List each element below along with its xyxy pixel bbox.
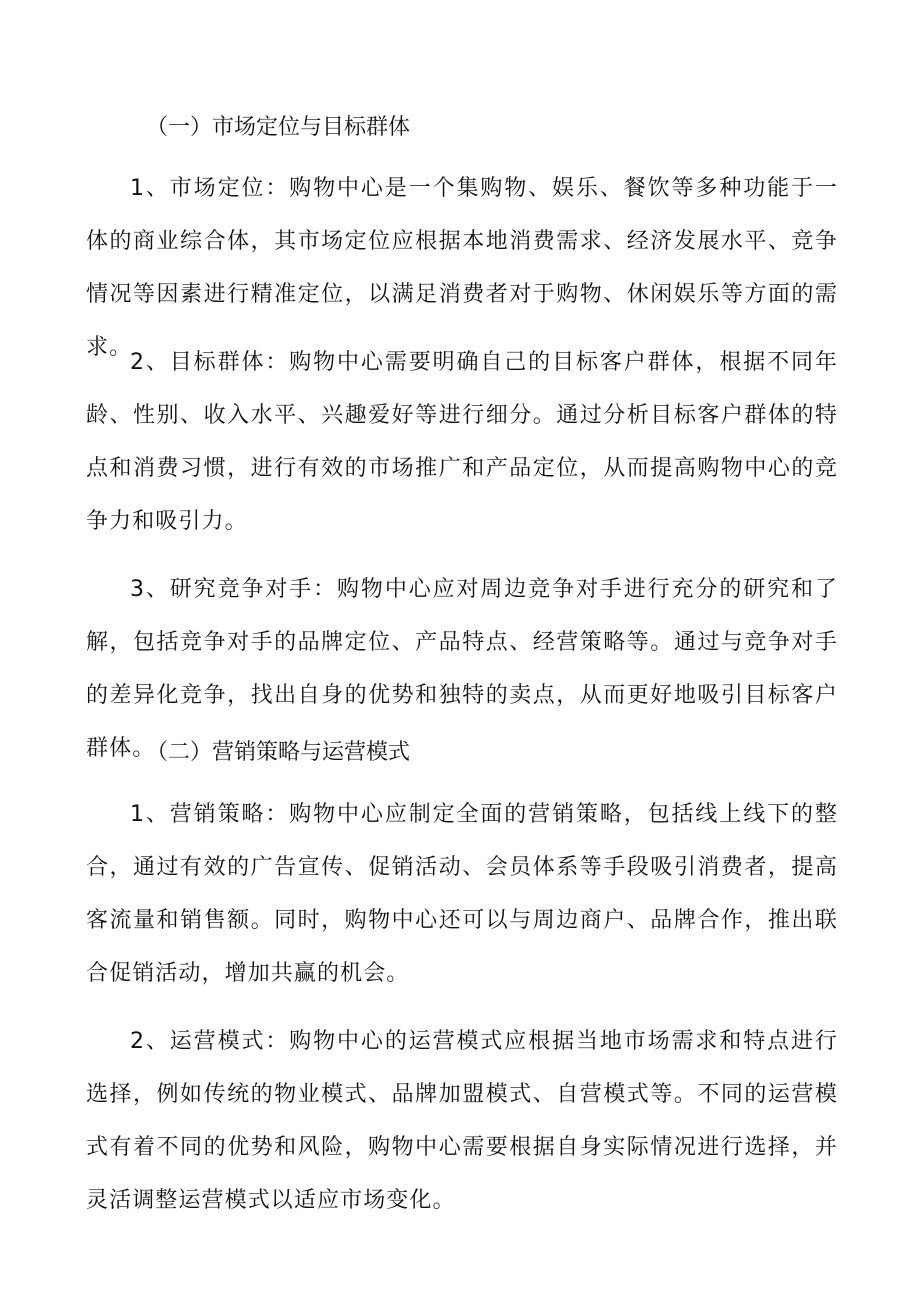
paragraph-target-group: 2、目标群体：购物中心需要明确自己的目标客户群体，根据不同年龄、性别、收入水平、兴趣爱好等进行细分。通过分析目标客户群体的特点和消费习惯，进行有效的市场推广和产品定位，从而提高购物中心的竞争力和吸引力。 (86, 350, 838, 534)
paragraph-marketing-strategy: 1、营销策略：购物中心应制定全面的营销策略，包括线上线下的整合，通过有效的广告宣传、促销活动、会员体系等手段吸引消费者，提高客流量和销售额。同时，购物中心还可以与周边商户、品牌合作，推出联合促销活动，增加共赢的机会。 (86, 802, 838, 986)
paragraph-market-positioning: 1、市场定位：购物中心是一个集购物、娱乐、餐饮等多种功能于一体的商业综合体，其市场定位应根据本地消费需求、经济发展水平、竞争情况等因素进行精准定位，以满足消费者对于购物、休闲娱乐等方面的需求。 (86, 176, 838, 360)
paragraph-operation-mode: 2、运营模式：购物中心的运营模式应根据当地市场需求和特点进行选择，例如传统的物业模式、品牌加盟模式、自营模式等。不同的运营模式有着不同的优势和风险，购物中心需要根据自身实际情况进行选择，并灵活调整运营模式以适应市场变化。 (86, 1029, 838, 1213)
paragraph-competitor-research: 3、研究竞争对手：购物中心应对周边竞争对手进行充分的研究和了解，包括竞争对手的品牌定位、产品特点、经营策略等。通过与竞争对手的差异化竞争，找出自身的优势和独特的卖点，从而更好地吸引目标客户群体。 (86, 577, 838, 761)
section-heading-market-positioning: （一）市场定位与目标群体 (146, 115, 411, 140)
section-heading-marketing-operations: （二）营销策略与运营模式 (146, 740, 411, 765)
